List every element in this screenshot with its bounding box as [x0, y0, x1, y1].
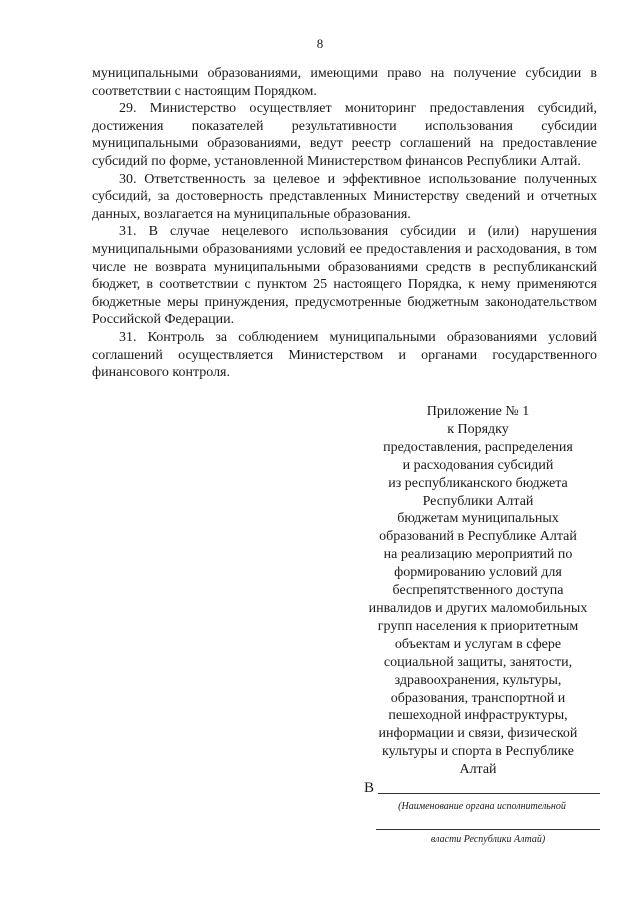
appendix-line: информации и связи, физической — [378, 726, 578, 742]
paragraph-30-responsibility: 30. Ответственность за целевое и эффективное использование полученных субсидий, за достоверность представленных Министерству сведений и отчетных данных, возлагается на муниципальные образования. — [92, 171, 597, 222]
appendix-heading — [352, 403, 604, 779]
appendix-line: культуры и спорта в Республике — [382, 744, 574, 760]
paragraph-29-monitoring: 29. Министерство осуществляет мониторинг предоставления субсидий, достижения показателей результативности использования субсидии муниципальными образованиями, ведут реестр соглашений на предоставление субсидий по форме, установленной Министерством финансов Республики Алтай. — [92, 101, 597, 169]
paragraph-31-misuse: 31. В случае нецелевого использования субсидии и (или) нарушения муниципальными образованиями условий ее предоставления и расходования, в том числе не возврата муниципальными образованиями средств в республиканский бюджет, в соответствии с пунктом 25 настоящего Порядка, к нему применяются бюджетные меры принуждения, предусмотренные бюджетным законодательством Российской Федерации. — [92, 224, 597, 328]
paragraph-31-control: 31. Контроль за соблюдением муниципальными образованиями условий соглашений осуществляется Министерством и органами государственного финансового контроля. — [92, 329, 597, 381]
recipient-block — [364, 777, 600, 846]
appendix-line: и расходования субсидий — [402, 457, 554, 473]
appendix-line: на реализацию мероприятий по — [383, 547, 573, 563]
appendix-line: образования, транспортной и — [390, 690, 566, 706]
recipient-row — [364, 777, 600, 797]
recipient-fill-line — [378, 778, 600, 794]
appendix-line: из республиканского бюджета — [388, 475, 568, 491]
appendix-line: предоставления, распределения — [383, 439, 573, 455]
appendix-line: Алтай — [459, 762, 497, 778]
appendix-line: социальной защиты, занятости, — [383, 654, 573, 670]
appendix-line: пешеходной инфраструктуры, — [388, 708, 568, 724]
appendix-line: здравоохранения, культуры, — [394, 672, 562, 688]
recipient-fill-line-2 — [376, 829, 600, 830]
appendix-line: объектам и услугам в сфере — [394, 636, 562, 652]
recipient-caption-line-1: (Наименование органа исполнительной — [398, 801, 566, 812]
appendix-line: инвалидов и других маломобильных — [368, 600, 588, 616]
appendix-line: Приложение № 1 — [426, 404, 530, 419]
appendix-line: Республики Алтай — [422, 493, 534, 509]
appendix-line: беспрепятственного доступа — [392, 583, 564, 599]
recipient-prefix: В — [364, 780, 375, 796]
page-number: 8 — [316, 36, 324, 51]
appendix-line: бюджетам муниципальных — [397, 511, 559, 527]
paragraph-continuation: муниципальными образованиями, имеющими право на получение субсидии в соответствии с настоящим Порядком. — [92, 66, 597, 99]
appendix-line: к Порядку — [447, 421, 509, 437]
recipient-caption-line-2: власти Республики Алтай) — [430, 834, 546, 845]
appendix-line: образований в Республике Алтай — [379, 529, 577, 545]
body-text — [92, 65, 597, 382]
appendix-line: формированию условий для — [394, 565, 562, 581]
appendix-line: групп населения к приоритетным — [377, 618, 579, 634]
